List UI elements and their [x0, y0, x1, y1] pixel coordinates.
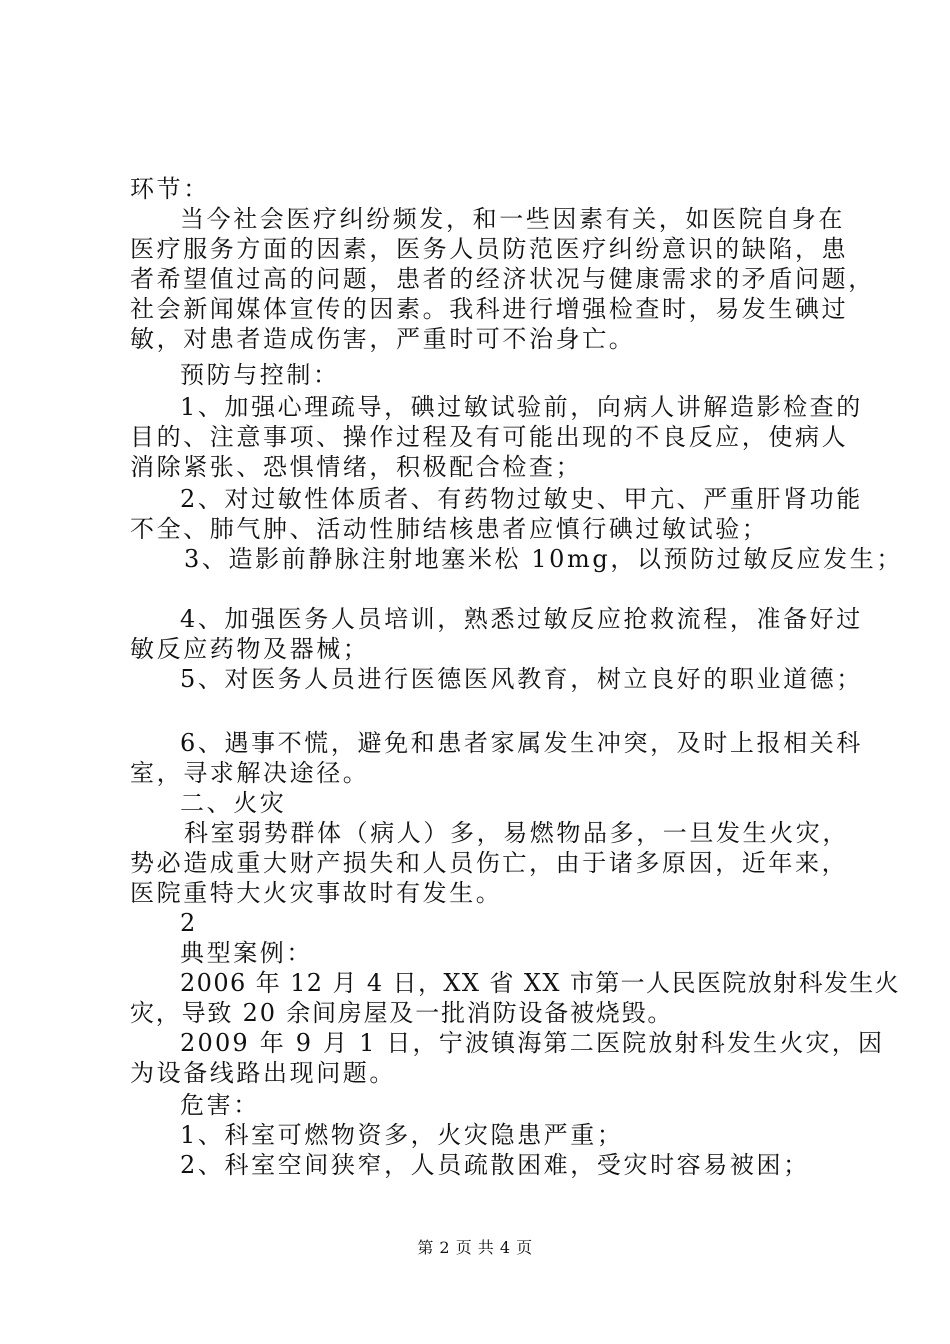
- list-item: 4、加强医务人员培训，熟悉过敏反应抢救流程，准备好过: [180, 605, 863, 633]
- text-line: 灾，导致 20 余间房屋及一批消防设备被烧毁。: [130, 999, 674, 1027]
- text-line: 当今社会医疗纠纷频发，和一些因素有关，如医院自身在: [180, 205, 845, 233]
- text-line: 不全、肺气肿、活动性肺结核患者应慎行碘过敏试验；: [130, 515, 769, 543]
- text-line: 医院重特大火灾事故时有发生。: [130, 879, 503, 907]
- list-item: 6、遇事不慌，避免和患者家属发生冲突，及时上报相关科: [180, 729, 863, 757]
- list-item: 3、造影前静脉注射地塞米松 10mg，以预防过敏反应发生；: [184, 545, 903, 573]
- list-item: 2、科室空间狭窄，人员疏散困难，受灾时容易被困；: [180, 1151, 810, 1179]
- text-line: 目的、注意事项、操作过程及有可能出现的不良反应，使病人: [130, 423, 849, 451]
- list-item: 1、加强心理疏导，碘过敏试验前，向病人讲解造影检查的: [180, 393, 863, 421]
- text-line: 2009 年 9 月 1 日，宁波镇海第二医院放射科发生火灾，因: [180, 1029, 885, 1057]
- list-item: 5、对医务人员进行医德医风教育，树立良好的职业道德；: [180, 665, 863, 693]
- list-item: 1、科室可燃物资多，火灾隐患严重；: [180, 1121, 624, 1149]
- text-line: 为设备线路出现问题。: [130, 1059, 396, 1087]
- text-line: 室，寻求解决途径。: [130, 759, 370, 787]
- section-heading: 危害：: [180, 1091, 260, 1119]
- section-heading: 预防与控制：: [180, 361, 340, 389]
- text-line: 消除紧张、恐惧情绪，积极配合检查；: [130, 453, 583, 481]
- text-line: 者希望值过高的问题，患者的经济状况与健康需求的矛盾问题，: [130, 265, 875, 293]
- text-line: 环节：: [130, 175, 210, 203]
- text-line: 2: [180, 909, 198, 937]
- text-line: 社会新闻媒体宣传的因素。我科进行增强检查时，易发生碘过: [130, 295, 849, 323]
- text-line: 敏，对患者造成伤害，严重时可不治身亡。: [130, 325, 636, 353]
- section-heading: 二、火灾: [180, 789, 287, 817]
- text-line: 势必造成重大财产损失和人员伤亡，由于诸多原因，近年来，: [130, 849, 849, 877]
- text-line: 医疗服务方面的因素，医务人员防范医疗纠纷意识的缺陷，患: [130, 235, 849, 263]
- section-heading: 典型案例：: [180, 939, 313, 967]
- text-line: 科室弱势群体（病人）多，易燃物品多，一旦发生火灾，: [184, 819, 849, 847]
- text-line: 2006 年 12 月 4 日，XX 省 XX 市第一人民医院放射科发生火: [180, 969, 901, 997]
- page-footer: 第 2 页 共 4 页: [417, 1238, 533, 1257]
- list-item: 2、对过敏性体质者、有药物过敏史、甲亢、严重肝肾功能: [180, 485, 863, 513]
- text-line: 敏反应药物及器械；: [130, 635, 370, 663]
